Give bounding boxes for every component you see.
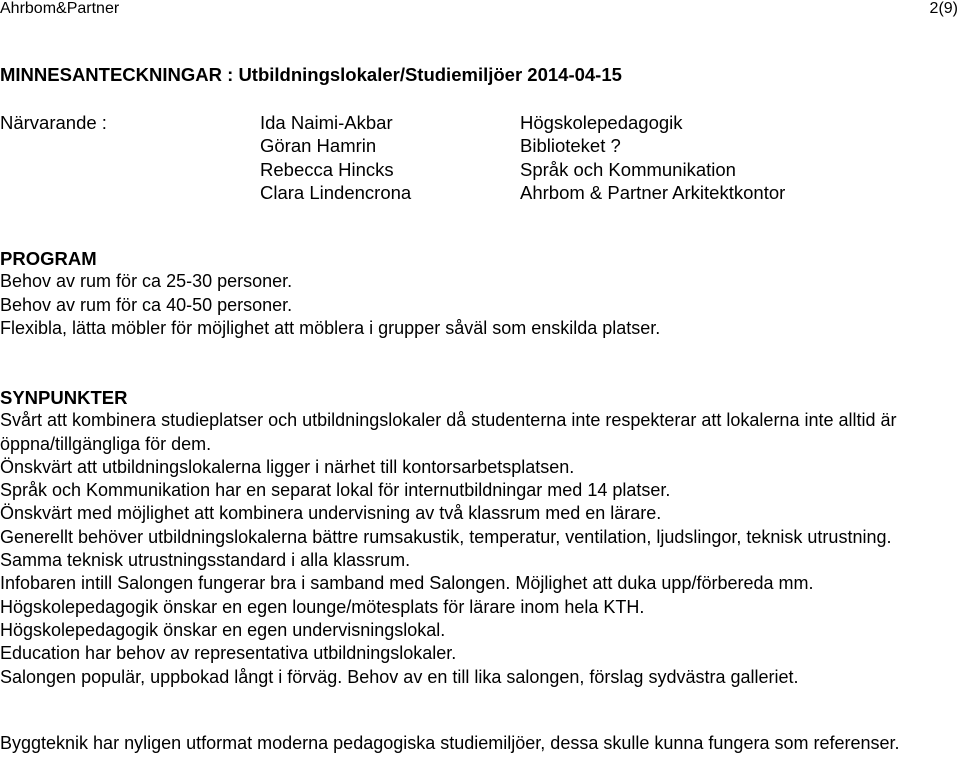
attendee-org: Högskolepedagogik (520, 112, 683, 133)
program-line: Behov av rum för ca 40-50 personer. (0, 294, 293, 315)
attendee-name: Göran Hamrin (260, 135, 377, 157)
synpunkter-line: Svårt att kombinera studieplatser och utbildningslokaler då studenterna inte respekterar att lokalerna inte alltid är öppna/tillgängliga för dem. (0, 410, 897, 454)
synpunkter-line: Generellt behöver utbildningslokalerna bättre rumsakustik, temperatur, ventilation, ljudslingor, teknisk utrustning. (0, 526, 892, 547)
synpunkter-line: Önskvärt med möjlighet att kombinera undervisning av två klassrum med en lärare. (0, 503, 662, 524)
synpunkter-line: Salongen populär, uppbokad långt i förväg. Behov av en till lika salongen, förslag sydvästra galleriet. (0, 666, 799, 687)
company-name: Ahrbom&Partner (0, 0, 120, 17)
attendee-name: Clara Lindencrona (260, 181, 412, 203)
synpunkter-line: Samma teknisk utrustningsstandard i alla klassrum. (0, 550, 411, 571)
attendee-name: Ida Naimi-Akbar (260, 112, 393, 133)
synpunkter-line: Education har behov av representativa utbildningslokaler. (0, 643, 457, 664)
attendance-label: Närvarande : (0, 112, 107, 133)
synpunkter-line: Högskolepedagogik önskar en egen undervisningslokal. (0, 619, 446, 640)
document-title: MINNESANTECKNINGAR : Utbildningslokaler/Studiemiljöer 2014-04-15 (0, 64, 622, 85)
attendee-org: Språk och Kommunikation (520, 158, 736, 180)
attendee-organizations (520, 111, 785, 204)
synpunkter-section (0, 386, 960, 689)
page-header (0, 0, 960, 20)
attendee-name: Rebecca Hincks (260, 158, 394, 180)
synpunkter-line: Högskolepedagogik önskar en egen lounge/mötesplats för lärare inom hela KTH. (0, 596, 645, 617)
attendee-org: Ahrbom & Partner Arkitektkontor (520, 181, 786, 203)
synpunkter-heading: SYNPUNKTER (0, 387, 128, 408)
program-line: Behov av rum för ca 25-30 personer. (0, 271, 293, 292)
closing-text: Byggteknik har nyligen utformat moderna pedagogiska studiemiljöer, dessa skulle kunna fungera som referenser. (0, 733, 900, 753)
synpunkter-line: Önskvärt att utbildningslokalerna ligger i närhet till kontorsarbetsplatsen. (0, 456, 575, 477)
program-heading: PROGRAM (0, 248, 97, 269)
synpunkter-line: Språk och Kommunikation har en separat lokal för internutbildningar med 14 platser. (0, 480, 671, 501)
closing-note (0, 732, 960, 755)
program-section (0, 247, 960, 340)
page-number: 2(9) (929, 0, 958, 17)
program-line: Flexibla, lätta möbler för möjlighet att möblera i grupper såväl som enskilda platser. (0, 317, 661, 338)
attendee-names (260, 111, 411, 204)
attendee-org: Biblioteket ? (520, 135, 621, 157)
synpunkter-line: Infobaren intill Salongen fungerar bra i samband med Salongen. Möjlighet att duka upp/förbereda mm. (0, 573, 814, 594)
